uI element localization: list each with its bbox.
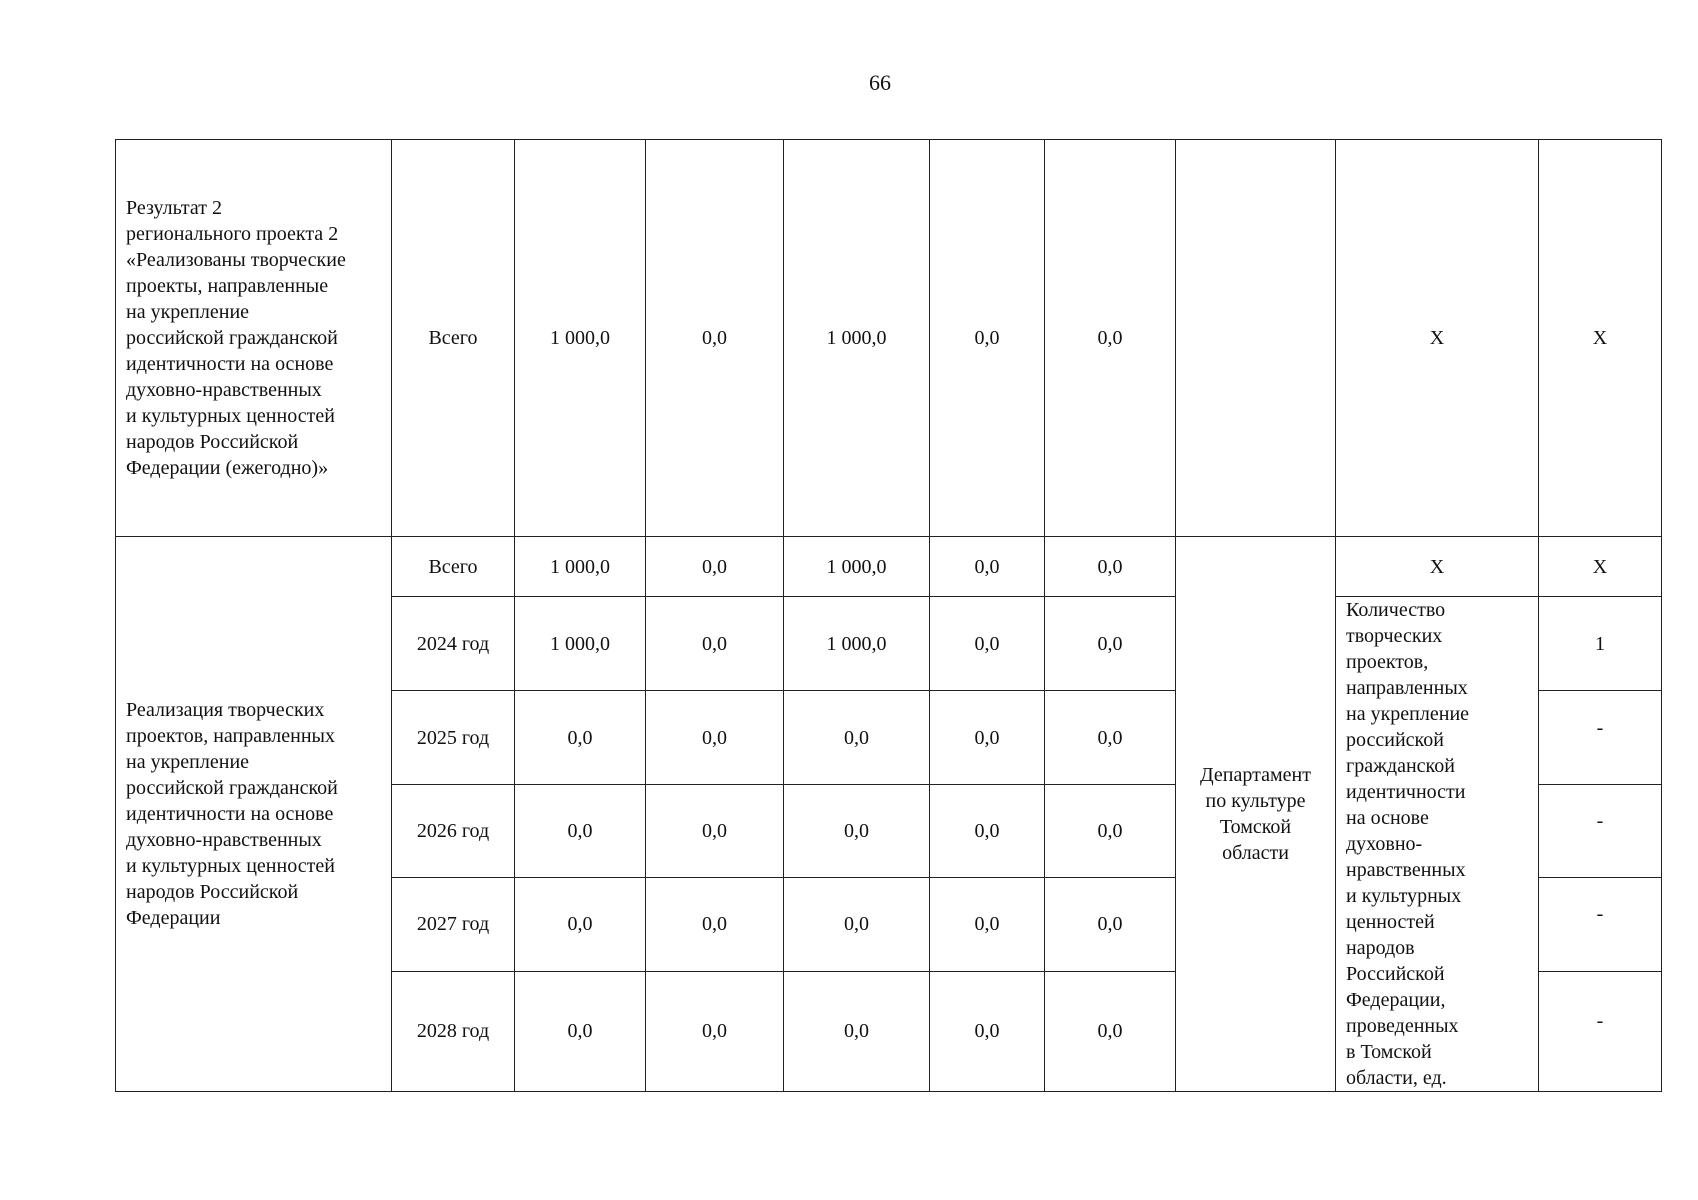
period-cell: Всего <box>392 140 515 537</box>
period-cell: 2028 год <box>392 971 515 1092</box>
period-cell: 2027 год <box>392 878 515 971</box>
value-cell: 1 000,0 <box>515 140 646 537</box>
value-cell: 0,0 <box>1045 878 1176 971</box>
value-cell: 0,0 <box>1045 537 1176 597</box>
value-cell: 0,0 <box>930 784 1045 877</box>
period-cell: Всего <box>392 537 515 597</box>
value-cell: 1 000,0 <box>515 597 646 691</box>
value-cell: 0,0 <box>646 537 784 597</box>
period-cell: 2025 год <box>392 691 515 784</box>
page-number: 66 <box>869 70 891 95</box>
indicator-value-cell <box>1539 878 1662 971</box>
indicator-value: - <box>1596 809 1604 832</box>
indicator-value: - <box>1596 716 1604 739</box>
value-cell: 0,0 <box>515 691 646 784</box>
value-cell: 0,0 <box>646 597 784 691</box>
value-cell: 0,0 <box>646 971 784 1092</box>
value-cell: 0,0 <box>930 691 1045 784</box>
value-cell: 1 000,0 <box>784 597 930 691</box>
period-cell: 2026 год <box>392 784 515 877</box>
executor-cell: Департамент по культуре Томской области <box>1176 537 1336 1092</box>
value-cell: 0,0 <box>646 140 784 537</box>
value-cell: 0,0 <box>1045 971 1176 1092</box>
indicator-value: - <box>1596 903 1604 926</box>
value-cell: 0,0 <box>515 784 646 877</box>
indicator-value: - <box>1596 1010 1604 1033</box>
value-cell: 0,0 <box>1045 597 1176 691</box>
value-cell: 1 000,0 <box>784 537 930 597</box>
value-cell: 0,0 <box>930 597 1045 691</box>
value-cell: 0,0 <box>930 537 1045 597</box>
value-cell: 0,0 <box>784 878 930 971</box>
indicator-name-cell: Количество творческих проектов, направленных на укрепление российской гражданской идентичности на основе духовно- нравственных и культурных ценностей народов Российской Федерации, проведенных в Томской области, ед. <box>1336 597 1539 1092</box>
indicator-cell: Х <box>1336 140 1539 537</box>
value-cell: 0,0 <box>646 691 784 784</box>
value-cell: 0,0 <box>930 140 1045 537</box>
result-name: Результат 2 регионального проекта 2 «Реализованы творческие проекты, направленные на укрепление российской гражданской идентичности на основе духовно-нравственных и культурных ценностей народов Российской Федерации (ежегодно)» <box>116 140 392 537</box>
value-cell: 0,0 <box>784 784 930 877</box>
indicator-value-cell: 1 <box>1539 597 1662 691</box>
indicator-value-cell <box>1539 784 1662 877</box>
budget-table <box>115 139 1662 1092</box>
activity-total-row <box>116 537 1662 597</box>
value-cell: 0,0 <box>646 878 784 971</box>
value-cell: 0,0 <box>515 971 646 1092</box>
value-cell: 0,0 <box>646 784 784 877</box>
value-cell: 0,0 <box>784 971 930 1092</box>
result-row <box>116 140 1662 537</box>
executor-cell <box>1176 140 1336 537</box>
indicator-value-cell: Х <box>1539 140 1662 537</box>
value-cell: 0,0 <box>930 878 1045 971</box>
indicator-value-cell <box>1539 691 1662 784</box>
value-cell: 0,0 <box>1045 691 1176 784</box>
value-cell: 0,0 <box>784 691 930 784</box>
value-cell: 0,0 <box>515 878 646 971</box>
indicator-cell: Х <box>1336 537 1539 597</box>
indicator-value-cell: Х <box>1539 537 1662 597</box>
indicator-value-cell <box>1539 971 1662 1092</box>
period-cell: 2024 год <box>392 597 515 691</box>
value-cell: 0,0 <box>930 971 1045 1092</box>
activity-name: Реализация творческих проектов, направленных на укрепление российской гражданской идентичности на основе духовно-нравственных и культурных ценностей народов Российской Федерации <box>116 537 392 1092</box>
value-cell: 0,0 <box>1045 784 1176 877</box>
value-cell: 1 000,0 <box>784 140 930 537</box>
value-cell: 1 000,0 <box>515 537 646 597</box>
value-cell: 0,0 <box>1045 140 1176 537</box>
